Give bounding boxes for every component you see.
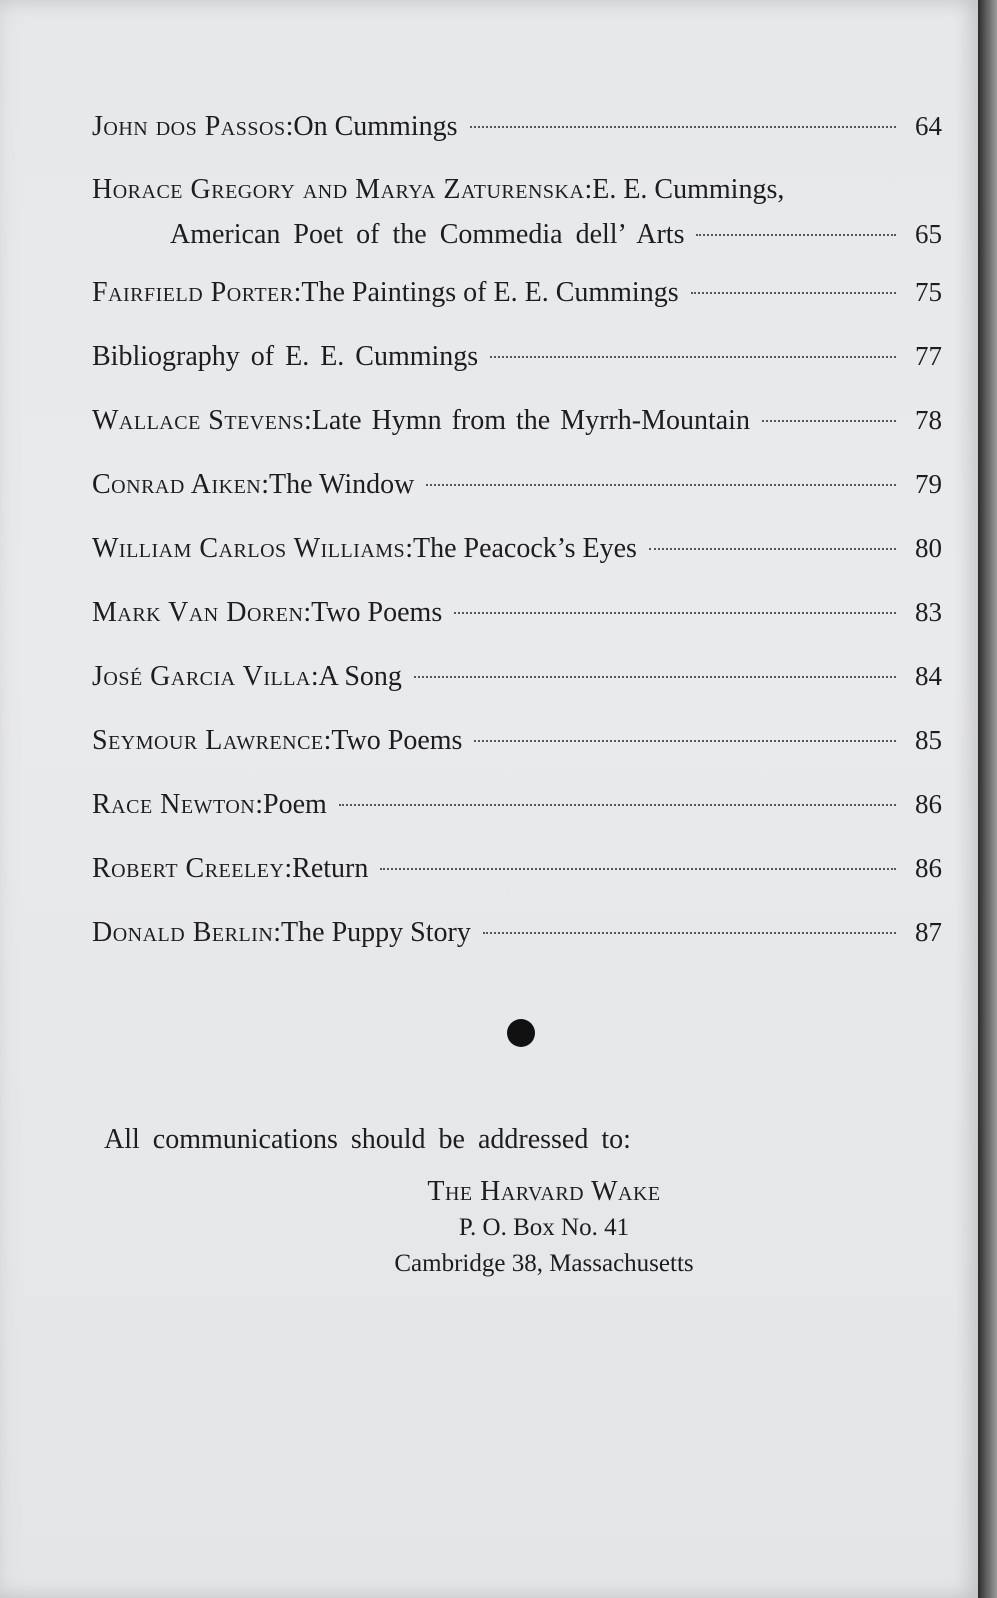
dot-leader <box>691 292 896 294</box>
toc-title: The Paintings of E. E. Cummings <box>301 277 679 308</box>
dot-leader <box>696 234 896 236</box>
toc-page-number: 86 <box>915 789 942 819</box>
toc-title: On Cummings <box>293 111 458 142</box>
dot-leader <box>490 356 896 358</box>
toc-page-number: 75 <box>915 277 942 307</box>
toc-separator: : <box>284 853 293 884</box>
toc-page-number: 65 <box>915 219 942 249</box>
toc-separator: : <box>303 597 312 628</box>
toc-entry <box>92 462 942 526</box>
toc-entry <box>92 104 942 168</box>
dot-leader <box>414 676 896 678</box>
contact-block <box>104 1118 864 1282</box>
toc-title: Poem <box>263 789 327 820</box>
toc-title: Return <box>292 853 369 884</box>
toc-separator: : <box>273 917 282 948</box>
toc-entry <box>92 782 942 846</box>
toc-separator: : <box>255 789 264 820</box>
toc-author: Seymour Lawrence <box>92 725 324 756</box>
toc-author: John dos Passos <box>92 111 286 142</box>
dot-leader <box>454 612 896 614</box>
toc-author: Race Newton <box>92 789 256 820</box>
toc-entry <box>92 398 942 462</box>
toc-separator: : <box>293 277 302 308</box>
dot-leader <box>762 420 896 422</box>
dot-leader <box>649 548 896 550</box>
toc-author: Mark Van Doren <box>92 597 304 628</box>
dot-leader <box>470 126 897 128</box>
toc-entry <box>92 168 942 270</box>
bullet-ornament <box>507 1019 535 1047</box>
toc-entry <box>92 718 942 782</box>
page-edge-shadow <box>978 0 997 1598</box>
toc-author: Donald Berlin <box>92 917 274 948</box>
toc-author: Fairfield Porter <box>92 277 294 308</box>
toc-entry <box>92 334 942 398</box>
toc-entry <box>92 910 942 974</box>
toc-author: Horace Gregory and Marya Zaturenska <box>92 174 585 205</box>
toc-author: José Garcia Villa <box>92 661 311 692</box>
dot-leader <box>426 484 896 486</box>
toc-page-number: 85 <box>915 725 942 755</box>
po-box: P. O. Box No. 41 <box>458 1214 630 1241</box>
toc-separator: : <box>584 174 593 205</box>
toc-title: Bibliography of E. E. Cummings <box>92 341 479 372</box>
table-of-contents <box>92 104 942 974</box>
publication-name: The Harvard Wake <box>427 1176 661 1207</box>
toc-page-number: 77 <box>915 341 942 371</box>
toc-separator: : <box>405 533 413 564</box>
toc-title: A Song <box>318 661 402 692</box>
dot-leader <box>380 868 896 870</box>
toc-entry <box>92 526 942 590</box>
toc-title: The Puppy Story <box>281 917 471 948</box>
contact-intro: All communications should be addressed to: <box>104 1124 631 1155</box>
toc-page-number: 64 <box>915 111 942 141</box>
toc-title: Two Poems <box>311 597 443 628</box>
toc-author: Robert Creeley <box>92 853 285 884</box>
toc-title: Two Poems <box>331 725 463 756</box>
toc-entry <box>92 654 942 718</box>
city-state: Cambridge 38, Massachusetts <box>394 1250 694 1277</box>
toc-author: Wallace Stevens <box>92 405 305 436</box>
toc-title: The Window <box>269 469 415 500</box>
toc-page-number: 83 <box>915 597 942 627</box>
toc-author: Conrad Aiken <box>92 469 262 500</box>
mailing-address <box>164 1174 924 1282</box>
toc-page-number: 87 <box>915 917 942 947</box>
toc-page-number: 80 <box>915 533 942 563</box>
toc-entry <box>92 590 942 654</box>
toc-entry <box>92 846 942 910</box>
toc-separator: : <box>310 661 319 692</box>
toc-separator: : <box>261 469 270 500</box>
toc-separator: : <box>285 111 294 142</box>
toc-title: E. E. Cummings, <box>592 174 785 205</box>
toc-page-number: 86 <box>915 853 942 883</box>
toc-title: The Peacock’s Eyes <box>412 533 637 564</box>
toc-title: Late Hymn from the Myrrh-Mountain <box>311 405 750 436</box>
dot-leader <box>339 804 896 806</box>
toc-separator: : <box>323 725 332 756</box>
toc-page-number: 84 <box>915 661 942 691</box>
toc-entry <box>92 270 942 334</box>
dot-leader <box>483 932 896 934</box>
dot-leader <box>474 740 896 742</box>
toc-author: William Carlos Williams <box>92 533 406 564</box>
toc-page-number: 79 <box>915 469 942 499</box>
toc-title-continued: American Poet of the Commedia dell’ Arts <box>170 219 685 250</box>
toc-separator: : <box>304 405 312 436</box>
toc-page-number: 78 <box>915 405 942 435</box>
